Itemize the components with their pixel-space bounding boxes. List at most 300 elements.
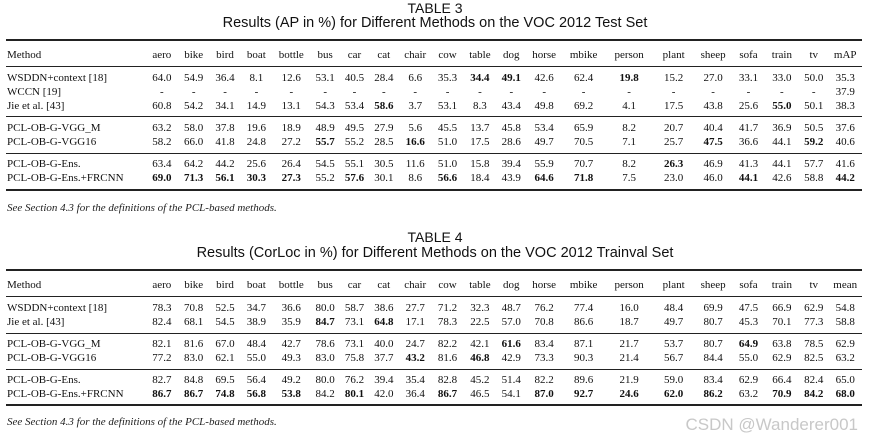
value-cell: - (711, 86, 715, 98)
table3-header-rule (6, 66, 862, 67)
table-row (6, 301, 862, 315)
value-cell: 57.0 (501, 316, 521, 328)
value-cell: 15.2 (664, 72, 684, 84)
value-cell: 27.0 (703, 72, 723, 84)
table-row (6, 337, 862, 351)
value-cell: 69.9 (703, 302, 723, 314)
table4-group-ensemble (6, 373, 862, 401)
value-cell: 48.9 (315, 122, 335, 134)
value-cell: - (223, 86, 227, 98)
value-cell: 34.4 (470, 72, 490, 84)
value-cell: 83.4 (703, 374, 723, 386)
value-cell: 38.9 (246, 316, 267, 328)
value-cell: 55.2 (344, 136, 365, 148)
column-header: cow (438, 49, 457, 61)
value-cell: 53.8 (281, 388, 301, 400)
method-name-cell: PCL-OB-G-VGG_M (7, 122, 101, 134)
value-cell: 17.5 (470, 136, 490, 148)
value-cell: 54.5 (215, 316, 235, 328)
column-header: car (347, 49, 362, 61)
value-cell: 48.4 (246, 338, 267, 350)
value-cell: 36.6 (738, 136, 759, 148)
value-cell: - (671, 86, 676, 98)
value-cell: 83.0 (184, 352, 204, 364)
table4-bottom-rule (6, 404, 862, 406)
value-cell: 37.7 (374, 352, 394, 364)
value-cell: 84.2 (315, 388, 335, 400)
column-header: bottle (278, 49, 304, 61)
value-cell: 22.5 (470, 316, 490, 328)
column-header: bird (216, 49, 234, 61)
value-cell: 84.2 (804, 388, 824, 400)
value-cell: 20.7 (664, 122, 684, 134)
value-cell: 55.1 (344, 158, 365, 170)
value-cell: 42.9 (501, 352, 521, 364)
value-cell: 18.4 (470, 172, 490, 184)
value-cell: - (352, 86, 357, 98)
method-name-cell: PCL-OB-G-VGG16 (7, 352, 97, 364)
value-cell: 82.7 (152, 374, 172, 386)
value-cell: 21.4 (619, 352, 639, 364)
value-cell: 24.6 (619, 388, 639, 400)
value-cell: 26.4 (281, 158, 301, 170)
value-cell: 84.8 (184, 374, 204, 386)
value-cell: 76.2 (534, 302, 554, 314)
value-cell: 27.9 (374, 122, 394, 134)
value-cell: 28.6 (501, 136, 521, 148)
column-header: cat (377, 49, 391, 61)
column-header: sofa (739, 49, 758, 61)
column-header: train (771, 279, 792, 291)
value-cell: 8.2 (622, 158, 636, 170)
table3-group-ensemble (6, 157, 862, 185)
value-cell: 62.9 (835, 338, 855, 350)
table4-caption: Results (CorLoc in %) for Different Methods on the VOC 2012 Trainval Set (196, 245, 674, 261)
value-cell: 54.3 (315, 100, 335, 112)
value-cell: 43.2 (405, 352, 425, 364)
value-cell: 82.1 (152, 338, 172, 350)
header-row (6, 48, 862, 62)
value-cell: 44.2 (215, 158, 235, 170)
value-cell: 37.8 (215, 122, 235, 134)
value-cell: 73.3 (534, 352, 554, 364)
value-cell: 71.8 (573, 172, 594, 184)
value-cell: 43.4 (501, 100, 521, 112)
value-cell: 17.1 (405, 316, 425, 328)
table4-header-rule (6, 296, 862, 297)
value-cell: - (191, 86, 196, 98)
value-cell: 54.2 (184, 100, 204, 112)
value-cell: 47.5 (738, 302, 759, 314)
value-cell: 40.6 (835, 136, 855, 148)
value-cell: 24.7 (405, 338, 425, 350)
value-cell: 34.1 (215, 100, 235, 112)
column-header: sheep (700, 279, 726, 291)
value-cell: 40.4 (703, 122, 723, 134)
table-row (6, 71, 862, 85)
method-name-cell: PCL-OB-G-Ens. (7, 158, 81, 170)
value-cell: 82.5 (804, 352, 824, 364)
value-cell: 63.4 (152, 158, 172, 170)
value-cell: 25.6 (246, 158, 267, 170)
table3-note: See Section 4.3 for the definitions of the PCL-based methods. (7, 202, 277, 214)
method-name-cell: PCL-OB-G-VGG16 (7, 136, 97, 148)
table-row (6, 171, 862, 185)
value-cell: 53.4 (534, 122, 554, 134)
value-cell: 39.4 (374, 374, 394, 386)
value-cell: 78.3 (152, 302, 172, 314)
table-row (6, 387, 862, 401)
value-cell: 78.3 (437, 316, 458, 328)
value-cell: 55.7 (315, 136, 335, 148)
value-cell: 51.4 (501, 374, 521, 386)
column-header: sheep (700, 49, 726, 61)
value-cell: 8.3 (473, 100, 487, 112)
column-header-method: Method (7, 279, 42, 291)
value-cell: 56.7 (664, 352, 684, 364)
value-cell: 84.4 (703, 352, 723, 364)
value-cell: 13.1 (281, 100, 301, 112)
value-cell: 50.1 (804, 100, 824, 112)
value-cell: 66.0 (184, 136, 204, 148)
value-cell: 45.3 (738, 316, 759, 328)
value-cell: 86.7 (437, 388, 458, 400)
value-cell: 70.8 (534, 316, 554, 328)
value-cell: 45.8 (501, 122, 521, 134)
value-cell: 82.4 (152, 316, 172, 328)
value-cell: 27.3 (281, 172, 301, 184)
column-header: bus (317, 49, 333, 61)
value-cell: 70.5 (573, 136, 594, 148)
value-cell: 78.5 (804, 338, 824, 350)
value-cell: 80.0 (315, 374, 335, 386)
column-header: bus (317, 279, 333, 291)
value-cell: 86.7 (152, 388, 172, 400)
value-cell: - (445, 86, 450, 98)
value-cell: 60.8 (152, 100, 172, 112)
value-cell: 16.6 (405, 136, 425, 148)
value-cell: 56.8 (246, 388, 267, 400)
table3-caption: Results (AP in %) for Different Methods on the VOC 2012 Test Set (222, 15, 648, 31)
value-cell: 42.1 (470, 338, 490, 350)
column-header-method: Method (7, 49, 42, 61)
value-cell: 27.7 (405, 302, 425, 314)
value-cell: 40.0 (374, 338, 394, 350)
column-header: aero (152, 279, 172, 291)
column-header: cat (377, 279, 391, 291)
column-header: tv (809, 279, 819, 291)
value-cell: 80.1 (344, 388, 365, 400)
value-cell: 28.5 (374, 136, 394, 148)
value-cell: 82.8 (437, 374, 458, 386)
value-cell: 38.3 (835, 100, 855, 112)
value-cell: 46.0 (703, 172, 723, 184)
table-row (6, 99, 862, 113)
column-header: bird (216, 279, 234, 291)
value-cell: 86.7 (184, 388, 204, 400)
value-cell: 66.9 (772, 302, 792, 314)
value-cell: 35.3 (835, 72, 855, 84)
value-cell: 19.8 (619, 72, 639, 84)
table4-note: See Section 4.3 for the definitions of the PCL-based methods. (7, 416, 277, 428)
value-cell: 87.1 (573, 338, 594, 350)
value-cell: 86.2 (703, 388, 723, 400)
value-cell: 13.7 (470, 122, 490, 134)
value-cell: 45.2 (470, 374, 490, 386)
value-cell: 62.1 (215, 352, 235, 364)
value-cell: 90.3 (573, 352, 594, 364)
value-cell: - (478, 86, 482, 98)
value-cell: 68.0 (835, 388, 855, 400)
value-cell: 49.8 (534, 100, 554, 112)
table3-group-rule (6, 116, 862, 117)
table4-header (6, 278, 862, 292)
value-cell: 62.9 (738, 374, 759, 386)
value-cell: 64.9 (738, 338, 759, 350)
value-cell: 36.6 (281, 302, 301, 314)
value-cell: 55.0 (246, 352, 267, 364)
value-cell: 58.2 (152, 136, 172, 148)
value-cell: 51.0 (437, 136, 458, 148)
value-cell: - (780, 86, 784, 98)
value-cell: 47.5 (703, 136, 723, 148)
value-cell: 64.6 (534, 172, 554, 184)
value-cell: 41.7 (738, 122, 759, 134)
value-cell: 64.0 (152, 72, 172, 84)
value-cell: 48.7 (501, 302, 521, 314)
value-cell: 84.7 (315, 316, 335, 328)
value-cell: 80.7 (703, 338, 723, 350)
value-cell: 77.3 (804, 316, 824, 328)
watermark: CSDN @Wanderer001 (685, 415, 858, 434)
value-cell: 63.2 (835, 352, 855, 364)
column-header: aero (152, 49, 172, 61)
column-header: boat (246, 49, 266, 61)
value-cell: 64.8 (374, 316, 394, 328)
column-header: person (614, 279, 644, 291)
value-cell: 63.2 (738, 388, 759, 400)
value-cell: 24.8 (246, 136, 267, 148)
value-cell: - (746, 86, 751, 98)
column-header: chair (404, 49, 427, 61)
value-cell: 53.1 (437, 100, 458, 112)
value-cell: 62.0 (664, 388, 684, 400)
value-cell: 7.5 (622, 172, 636, 184)
value-cell: 58.6 (374, 100, 394, 112)
value-cell: 73.1 (344, 338, 365, 350)
value-cell: 44.1 (772, 158, 792, 170)
table-row (6, 85, 862, 99)
value-cell: 65.9 (573, 122, 594, 134)
table3-group-baselines (6, 71, 862, 113)
value-cell: 75.8 (344, 352, 365, 364)
value-cell: 53.4 (344, 100, 365, 112)
value-cell: 62.9 (772, 352, 792, 364)
value-cell: 58.8 (835, 316, 855, 328)
table-row (6, 157, 862, 171)
table-row (6, 135, 862, 149)
value-cell: 82.2 (534, 374, 554, 386)
column-header: sofa (739, 279, 758, 291)
value-cell: 86.6 (573, 316, 594, 328)
value-cell: 23.0 (664, 172, 684, 184)
value-cell: 42.7 (281, 338, 301, 350)
column-header: mbike (569, 49, 598, 61)
column-header: plant (662, 49, 685, 61)
table3-top-rule (6, 39, 862, 41)
value-cell: 17.5 (664, 100, 684, 112)
value-cell: 46.5 (470, 388, 490, 400)
value-cell: 53.1 (315, 72, 335, 84)
value-cell: 54.8 (835, 302, 855, 314)
value-cell: 43.8 (703, 100, 723, 112)
table4-group-baselines (6, 301, 862, 329)
column-header: bottle (278, 279, 304, 291)
value-cell: 21.9 (619, 374, 639, 386)
value-cell: 41.8 (215, 136, 235, 148)
value-cell: 37.9 (835, 86, 855, 98)
table3-group-rule (6, 153, 862, 154)
column-header: table (469, 279, 491, 291)
value-cell: 87.0 (534, 388, 554, 400)
value-cell: 41.6 (835, 158, 855, 170)
column-header: mbike (569, 279, 598, 291)
value-cell: 68.1 (184, 316, 204, 328)
value-cell: 49.7 (664, 316, 684, 328)
value-cell: 53.7 (664, 338, 684, 350)
value-cell: 64.2 (184, 158, 204, 170)
value-cell: 42.0 (374, 388, 394, 400)
value-cell: 42.6 (772, 172, 792, 184)
column-header: chair (404, 279, 427, 291)
value-cell: 56.1 (215, 172, 235, 184)
value-cell: 58.7 (344, 302, 365, 314)
value-cell: 55.2 (315, 172, 335, 184)
value-cell: 8.1 (249, 72, 264, 84)
value-cell: 41.3 (738, 158, 759, 170)
value-cell: 71.3 (184, 172, 204, 184)
value-cell: 73.1 (344, 316, 365, 328)
column-header: dog (503, 49, 520, 61)
value-cell: 49.7 (534, 136, 554, 148)
value-cell: 11.6 (405, 158, 425, 170)
value-cell: 50.5 (804, 122, 824, 134)
value-cell: 7.1 (622, 136, 636, 148)
value-cell: 6.6 (408, 72, 423, 84)
value-cell: 49.3 (281, 352, 301, 364)
value-cell: - (323, 86, 328, 98)
value-cell: - (811, 86, 816, 98)
value-cell: 71.2 (437, 302, 458, 314)
value-cell: 70.1 (772, 316, 792, 328)
value-cell: 80.0 (315, 302, 335, 314)
table-row (6, 121, 862, 135)
value-cell: 35.4 (405, 374, 425, 386)
value-cell: 82.2 (437, 338, 458, 350)
column-header: tv (809, 49, 819, 61)
value-cell: 77.4 (573, 302, 594, 314)
value-cell: 30.1 (374, 172, 394, 184)
value-cell: 18.9 (281, 122, 301, 134)
value-cell: 8.2 (622, 122, 636, 134)
value-cell: 39.4 (501, 158, 521, 170)
value-cell: 62.4 (573, 72, 594, 84)
value-cell: 49.5 (344, 122, 365, 134)
table3-number: TABLE 3 (407, 0, 463, 16)
column-header: table (469, 49, 491, 61)
value-cell: 51.0 (437, 158, 458, 170)
value-cell: 49.2 (281, 374, 301, 386)
value-cell: 67.0 (215, 338, 235, 350)
value-cell: 54.9 (184, 72, 204, 84)
value-cell: 70.7 (573, 158, 594, 170)
value-cell: 69.0 (152, 172, 172, 184)
table3-header (6, 48, 862, 62)
method-name-cell: PCL-OB-G-Ens. (7, 374, 81, 386)
value-cell: 62.9 (804, 302, 824, 314)
column-header: bike (184, 49, 204, 61)
value-cell: 27.2 (281, 136, 301, 148)
value-cell: 82.4 (804, 374, 824, 386)
value-cell: 55.0 (772, 100, 792, 112)
value-cell: 59.2 (804, 136, 824, 148)
table-row (6, 373, 862, 387)
value-cell: 77.2 (152, 352, 172, 364)
value-cell: 46.8 (470, 352, 490, 364)
value-cell: 83.4 (534, 338, 554, 350)
value-cell: 46.9 (703, 158, 723, 170)
value-cell: 70.9 (772, 388, 792, 400)
value-cell: 83.0 (315, 352, 335, 364)
column-header: mAP (833, 49, 857, 61)
value-cell: 80.7 (703, 316, 723, 328)
value-cell: 14.9 (246, 100, 267, 112)
value-cell: 89.6 (573, 374, 594, 386)
value-cell: 58.8 (804, 172, 824, 184)
method-name-cell: PCL-OB-G-Ens.+FRCNN (7, 388, 124, 400)
value-cell: 15.8 (470, 158, 490, 170)
column-header: plant (662, 279, 685, 291)
column-header: bike (184, 279, 204, 291)
value-cell: 43.9 (501, 172, 521, 184)
column-header: mean (833, 279, 858, 291)
value-cell: 35.3 (437, 72, 458, 84)
value-cell: - (413, 86, 418, 98)
value-cell: 69.2 (573, 100, 594, 112)
method-name-cell: Jie et al. [43] (7, 100, 65, 112)
value-cell: 81.6 (184, 338, 204, 350)
value-cell: 48.4 (664, 302, 684, 314)
value-cell: - (581, 86, 586, 98)
method-name-cell: WSDDN+context [18] (7, 302, 107, 314)
value-cell: 4.1 (622, 100, 636, 112)
method-name-cell: PCL-OB-G-Ens.+FRCNN (7, 172, 124, 184)
value-cell: 8.6 (408, 172, 423, 184)
value-cell: 63.8 (772, 338, 792, 350)
value-cell: 36.4 (215, 72, 235, 84)
value-cell: - (289, 86, 294, 98)
value-cell: - (509, 86, 514, 98)
column-header: cow (438, 279, 457, 291)
value-cell: 65.0 (835, 374, 855, 386)
value-cell: 55.0 (738, 352, 759, 364)
value-cell: 59.0 (664, 374, 684, 386)
value-cell: 66.4 (772, 374, 792, 386)
table3-bottom-rule (6, 189, 862, 191)
column-header: train (771, 49, 792, 61)
value-cell: 63.2 (152, 122, 172, 134)
value-cell: 5.6 (408, 122, 423, 134)
